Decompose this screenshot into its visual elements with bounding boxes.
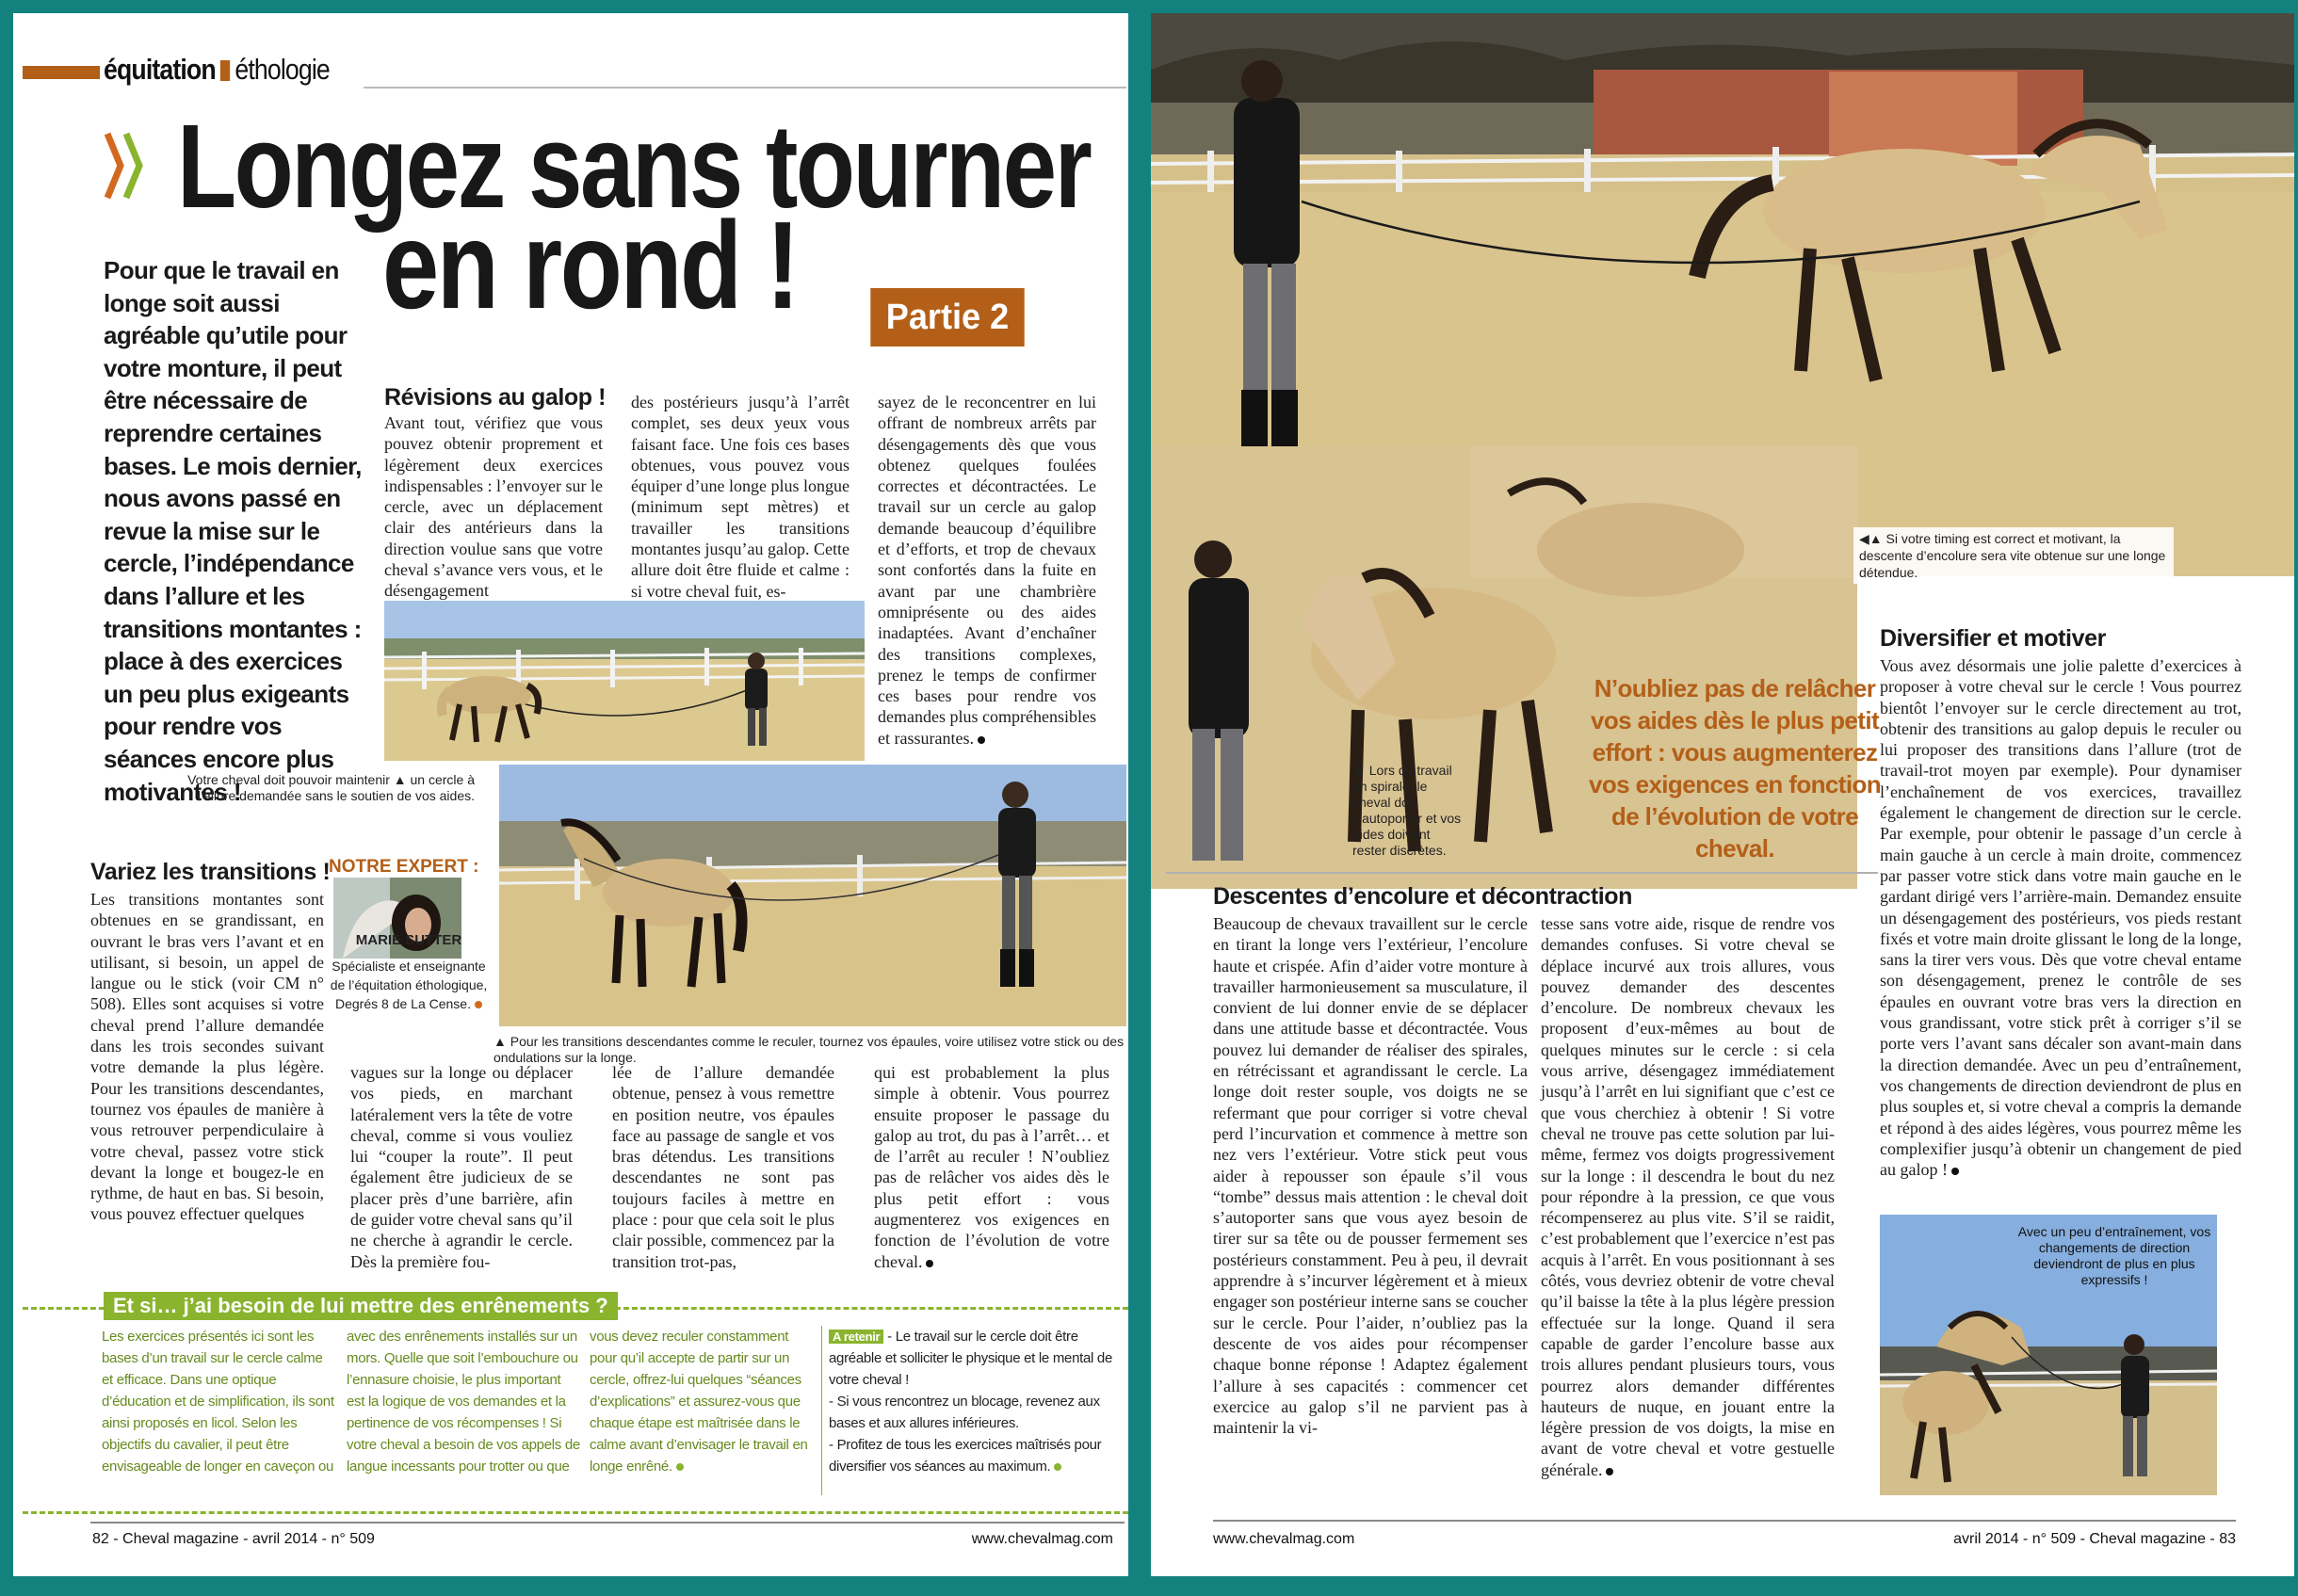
transitions-col-4-text: qui est probablement la plus simple à obtenir. Vous pourrez ensuite proposer le passage du galop au trot, du pas à l’arrêt… et de l’arrêt au reculer ! N’oubliez pas de relâcher vos aides dès le plus petit effort : vous augmenterez vos exigences en fonction de l’évolution de votre cheval.: [874, 1063, 1109, 1271]
revisions-col-1: Avant tout, vérifiez que vous pouvez obtenir proprement et légèrement deux exercices indispensables : l’envoyer sur le cercle, avec un déplacement clair des antérieurs dans la direction voulue sans que votre cheval s’avance vers vous, et le désengagement: [384, 413, 603, 601]
revisions-col-3-text: sayez de le reconcentrer en lui offrant de nombreux arrêts par désengagements dès que vous obtenez quelques foulées correctes et décontractées. Le travail sur un cercle au galop demande beaucoup d’équilibre et d’efforts, et trop de chevaux sont confortés dans la fuite en avant par une chambrière omniprésente ou des aides inadaptées. Avant d’enchaîner des transitions complexes, prenez le temps de confirmer ces bases pour rendre vos demandes plus compréhensibles et rassurantes.: [878, 393, 1096, 748]
sidebar-box-col-2: avec des enrênements installés sur un mors. Quelle que soit l’embouchure ou l’ennasure choisie, le plus important est la logique de vos demandes et la pertinence de vos récompenses ! Si votre cheval a besoin de vos appels de langue incessants pour trotter ou que: [347, 1329, 580, 1475]
caption-top-photo: ◀▲ Si votre timing est correct et motivant, la descente d’encolure sera vite obtenue sur une longe détendue.: [1853, 527, 2174, 584]
end-bullet: [926, 1260, 933, 1267]
retenir-item-3-text: - Profitez de tous les exercices maîtrisés pour diversifier vos séances au maximum.: [829, 1437, 1102, 1475]
chevron-green-icon: [122, 128, 143, 203]
pull-quote: N’oubliez pas de relâcher vos aides dès le plus petit effort : vous augmenterez vos exigences en fonction de l’évolution de votre cheval.: [1588, 674, 1882, 862]
expert-name: MARIE SUTTER: [355, 932, 462, 948]
expert-description-text: Spécialiste et enseignante de l’équitation éthologique, Degrés 8 de La Cense.: [330, 959, 488, 1011]
retenir-item-1-text: - Le travail sur le cercle doit être agréable et solliciter le physique et le mental de votre cheval !: [829, 1329, 1113, 1388]
rubric-rule: [364, 87, 1126, 89]
sidebar-box-col-1: Les exercices présentés ici sont les bases d’un travail sur le cercle calme et efficace. Dans une optique d’éducation et de simplification, ils sont ainsi proposés en licol. Selon les objectifs du cavalier, il peut être envisageable de longer en caveçon ou: [102, 1329, 334, 1475]
footer-folio-left: 82 - Cheval magazine - avril 2014 - n° 509: [92, 1531, 375, 1547]
caption-photo-2: ▲ Pour les transitions descendantes comme le reculer, tournez vos épaules, voire utilisez votre stick ou des ondulations sur la longe.: [494, 1034, 1125, 1065]
end-bullet: [475, 1001, 482, 1008]
rubric-bar: [23, 66, 100, 79]
title-line-2: en rond !: [382, 196, 798, 334]
end-bullet: [1054, 1463, 1061, 1471]
sidebar-box-col-3-text: vous devez reculer constamment pour qu’il accepte de partir sur un cercle, offrez-lui quelques “séances d’explications” et assurez-vous que chaque étape est maîtrisée dans le calme avant d’envisager le travail en longe enrêné.: [590, 1329, 808, 1475]
lead-paragraph: Pour que le travail en longe soit aussi agréable qu’utile pour votre monture, il peut être nécessaire de reprendre certaines bases. Le mois dernier, nous avons passé en revue la mise sur le cercle, l’indépendance dans l’allure et les transitions montantes : place à des exercices un peu plus exigeants pour rendre vos séances encore plus motivantes !: [104, 256, 362, 806]
expert-label: NOTRE EXPERT :: [329, 857, 479, 877]
photo-canter-circle: [384, 601, 865, 761]
rubric-square: [220, 60, 230, 81]
caption-small-photo: Avec un peu d’entraînement, vos changements de direction deviendront de plus en plus expressifs !: [2017, 1224, 2211, 1287]
right-page: [1151, 13, 2294, 1576]
footer-rule: [1213, 1520, 2236, 1522]
photo-halt-transition: [499, 765, 1126, 1026]
left-page: [13, 13, 1128, 1576]
chevron-orange-icon: [104, 128, 124, 203]
retenir-divider: [821, 1326, 822, 1495]
part-badge: Partie 2: [870, 288, 1024, 347]
footer-rule: [90, 1522, 1125, 1523]
transitions-col-4: [874, 1062, 1109, 1272]
rubric-sub: éthologie: [235, 53, 330, 86]
diversifier-col-text: Vous avez désormais une jolie palette d’exercices à proposer à votre cheval sur le cercle ! Vous pourrez bientôt l’envoyer sur le cercle directement au trot, obtenir des transitions au galop depuis le reculer ou lui proposer des transitions dans l’allure (trot de travail-trot moyen par exemple). Pour dynamiser l’enchaînement de vos exercices, travaillez également le changement de direction sur le cercle. Par exemple, pour obtenir le passage d’un cercle à main gauche à un cercle à main droite, commencez par passer votre stick dans votre main gauche en le gardant dirigé vers l’arrière-main. Demandez ensuite un désengagement des postérieurs, vos pieds restant fixés et votre main droite glissant le long de la longe, sans la tirer vers vous. Dès que votre cheval entame son désengagement, prenez le contrôle de ses épaules en ouvrant votre bras vers la direction en vous grandissant, votre stick prêt à corriger s’il se porte vers l’avant sans décaler son avant-main dans la direction demandée. Avec un peu d’entraînement, vos changements de direction deviendront de plus en plus souples et, si votre cheval a compris la demande et répond à des aides légères, vous pourrez même les complexifier jusqu’à obtenir un changement de pied au galop !: [1880, 656, 2241, 1180]
encolure-col-2: [1541, 913, 1835, 1480]
section-rule: [1166, 872, 1878, 874]
footer-folio-right: avril 2014 - n° 509 - Cheval magazine - 83: [1953, 1531, 2236, 1547]
sidebar-box-title: Et si… j’ai besoin de lui mettre des enrênements ?: [104, 1292, 618, 1320]
retenir-item-3: [829, 1434, 1128, 1477]
encolure-col-1: Beaucoup de chevaux travaillent sur le cercle en tirant la longe vers l’extérieur, l’encolure haute et crispée. Afin d’aider votre monture à travailler harmonieusement sa musculature, il convient de lui donner envie de se déplacer dans une attitude basse et décontractée. Vous pouvez lui demander de réaliser des spirales, en rétrécissant et agrandissant le cercle. La longe doit rester souple, vos doigts ne se refermant que pour corriger si votre cheval perd l’incurvation et commence à mettre son nez vers l’extérieur. Votre stick peut vous aider à repousser son épaule s’il vous “tombe” dessus mais attention : le cheval doit s’autoporter sans que vous ayez besoin de tirer sur sa tête ou de pousser fermement ses postérieurs constamment. Peu à peu, il devrait apprendre à s’incurver légèrement et à mieux engager son postérieur interne sans se coucher sur le cercle. Pour l’aider, n’oubliez pas la descente de vos aides pour récompenser chaque bonne réponse ! Adaptez également l’allure à ses capacités : commencer cet exercice au galop s’il ne parvient pas à maintenir la vi-: [1213, 914, 1528, 1438]
transitions-col-1: Les transitions montantes sont obtenues en se grandissant, en ouvrant le bras vers l’avant et en utilisant, si besoin, un appel de langue ou le stick (voir CM n° 508). Elles sont acquises si votre cheval prend l’allure demandée dans les trois secondes suivant votre demande la plus légère. Pour les transitions descendantes, tournez vos épaules de manière à vous retrouver perpendiculaire à votre cheval, passez votre stick devant la longe et bougez-le en rythme, de haut en bas. Si besoin, vous pouvez effectuer quelques: [90, 890, 324, 1224]
caption-spiral: ▲ Lors du travail en spirale, le cheval doit s’autoporter et vos aides doivent rester discrètes.: [1352, 763, 1462, 858]
diversifier-col: [1880, 655, 2241, 1180]
footer-url-left: www.chevalmag.com: [971, 1531, 1113, 1547]
revisions-col-2: des postérieurs jusqu’à l’arrêt complet, ses deux yeux vous faisant face. Une fois ces bases obtenues, vous pouvez vous équiper d’une longe plus longue (minimum sept mètres) et travailler les transitions montantes jusqu’au galop. Cette allure doit être fluide et calme : si votre cheval fuit, es-: [631, 393, 850, 601]
end-bullet: [1951, 1168, 1959, 1175]
section-title-encolure: Descentes d’encolure et décontraction: [1213, 883, 1633, 910]
footer-url-right: www.chevalmag.com: [1213, 1531, 1355, 1547]
retenir-item-2: - Si vous rencontrez un blocage, revenez aux bases et aux allures inférieures.: [829, 1394, 1100, 1431]
end-bullet: [1606, 1468, 1613, 1475]
end-bullet: [676, 1463, 684, 1471]
title-line-1: Longez sans tourner: [177, 100, 1091, 233]
section-title-transitions: Variez les transitions !: [90, 859, 331, 885]
end-bullet: [978, 736, 985, 744]
transitions-col-3: lée de l’allure demandée obtenue, pensez à vous remettre en position neutre, vos épaules face au passage de sangle et vos bras détendus. Les transitions descendantes ne sont pas toujours faciles à mettre en place : pour que cela soit le plus clair possible, commencez par la transition trot-pas,: [612, 1063, 834, 1271]
transitions-col-2: vagues sur la longe ou déplacer vos pieds, en marchant latéralement vers la tête de votre cheval, comme si vous vouliez lui “couper la route”. Il peut également être judicieux de se placer près d’une barrière, afin de guider votre cheval sans qu’il ne cherche à agrandir le cercle. Dès la première fou-: [350, 1063, 573, 1271]
encolure-col-2-text: tesse sans votre aide, risque de rendre vos demandes confuses. Si votre cheval se déplace incurvé aux trois allures, vous pouvez demander des descentes d’encolure. De nombreux chevaux les proposent d’eux-mêmes au bout de quelques minutes sur le cercle : si cela vous arrive, désengagez immédiatement jusqu’à l’arrêt en lui signifiant que c’est ce que vous cherchiez à obtenir ! Si votre cheval ne trouve pas cette solution par lui-même, fermez vos doigts progressivement sur la longe : il descendra le bout du nez pour répondre à la pression, ce que vous récompenserez au plus vite. S’il se raidit, c’est probablement que l’exercice n’est pas acquis à l’arrêt. En vous positionnant à ses côtés, vous devriez obtenir de votre cheval qu’il baisse la tête à la plus légère pression effectuée sur la longe. Quand il sera capable de garder l’encolure basse aux trois allures pendant plusieurs tours, vous pourrez alors demander différentes hauteurs de nuque, en jouant entre la légère pression de vos doigts, la mise en avant de votre cheval et votre gestuelle générale.: [1541, 914, 1835, 1479]
retenir-box: [829, 1326, 1128, 1477]
expert-description: [324, 957, 494, 1013]
revisions-col-3: [878, 392, 1096, 749]
section-title-revisions: Révisions au galop !: [384, 384, 607, 411]
rubric-label: équitation: [104, 53, 216, 86]
sidebar-box-col-3: [590, 1326, 812, 1477]
retenir-item-1: [829, 1326, 1128, 1391]
caption-photo-1: Votre cheval doit pouvoir maintenir ▲ un cercle à l’allure demandée sans le soutien de vos aides.: [187, 772, 475, 803]
retenir-tag: A retenir: [829, 1330, 883, 1344]
rubric: [104, 53, 330, 87]
section-title-diversifier: Diversifier et motiver: [1880, 625, 2106, 652]
